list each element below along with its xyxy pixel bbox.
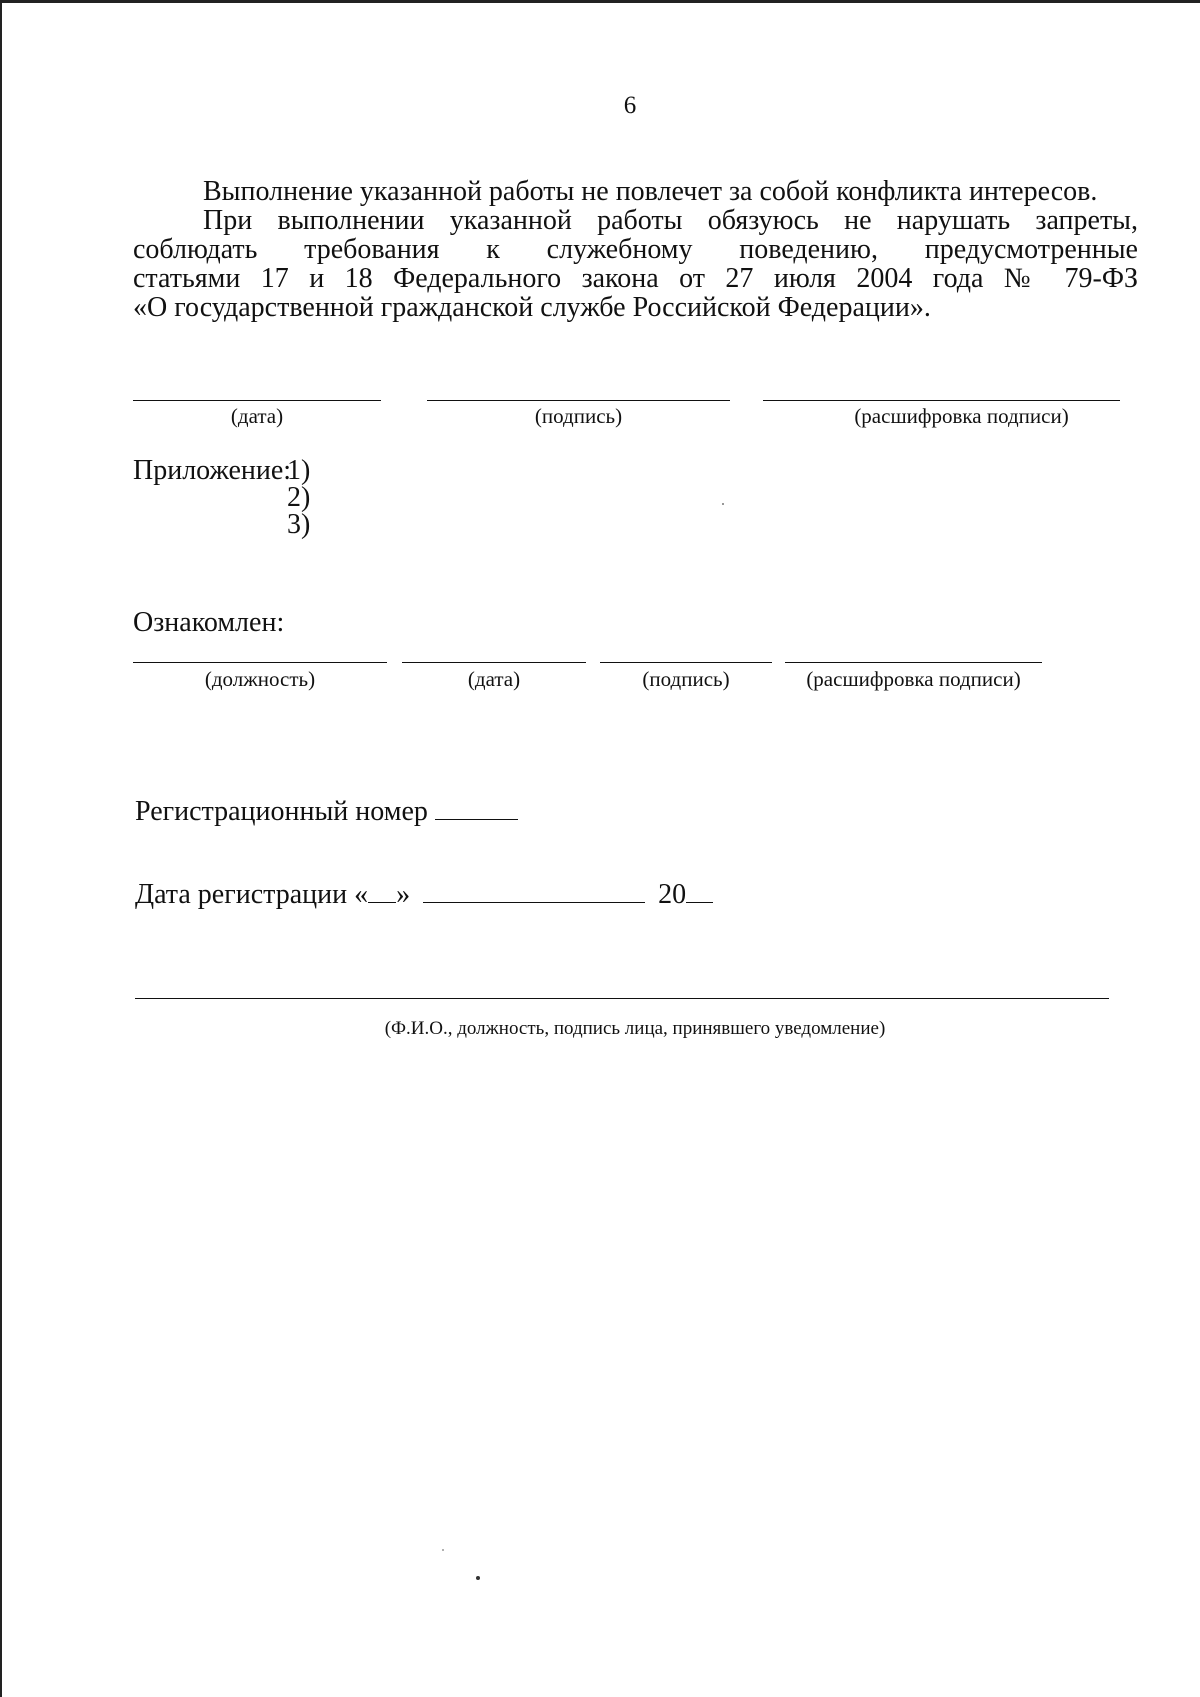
date-caption: (дата) <box>230 404 284 428</box>
acknowledged-position-line[interactable] <box>133 662 387 663</box>
statement-line-2: При выполнении указанной работы обязуюсь не нарушать запреты, <box>203 205 1138 236</box>
registration-number-label: Регистрационный номер <box>135 796 428 827</box>
scan-edge-top <box>0 0 1200 3</box>
signature-decoding-line[interactable] <box>763 400 1120 401</box>
acknowledged-date-line[interactable] <box>402 662 586 663</box>
page-number: 6 <box>623 92 637 119</box>
statement-line-4: статьями 17 и 18 Федерального закона от 27 июля 2004 года № 79-ФЗ <box>133 263 1138 294</box>
acknowledged-signature-line[interactable] <box>600 662 772 663</box>
acknowledged-decoding-caption: (расшифровка подписи) <box>806 667 1021 691</box>
acknowledged-decoding-line[interactable] <box>785 662 1042 663</box>
attachment-item-1: 1) <box>287 455 311 486</box>
attachment-item-2: 2) <box>287 482 311 513</box>
scan-speck <box>722 503 724 505</box>
registration-number-field[interactable] <box>435 797 518 820</box>
receiver-caption: (Ф.И.О., должность, подпись лица, принявшего уведомление) <box>384 1018 886 1039</box>
scan-speck <box>442 1549 444 1551</box>
registration-date-close-quote: » <box>396 879 411 910</box>
attachments-label: Приложение: <box>133 455 292 486</box>
acknowledged-label: Ознакомлен: <box>133 607 285 638</box>
registration-date-label: Дата регистрации « <box>135 879 369 910</box>
statement-line-5: «О государственной гражданской службе Российской Федерации». <box>133 292 931 323</box>
statement-line-3: соблюдать требования к служебному поведению, предусмотренные <box>133 234 1138 265</box>
date-signature-line[interactable] <box>133 400 381 401</box>
registration-year-prefix: 20 <box>658 879 687 910</box>
acknowledged-date-caption: (дата) <box>467 667 521 691</box>
signature-caption: (подпись) <box>534 404 623 428</box>
registration-year-field[interactable] <box>686 880 713 903</box>
scan-edge-left <box>0 0 2 1697</box>
receiver-line[interactable] <box>135 998 1109 999</box>
signature-line[interactable] <box>427 400 730 401</box>
statement-line-1: Выполнение указанной работы не повлечет за собой конфликта интересов. <box>203 176 1098 207</box>
attachment-item-3: 3) <box>287 509 311 540</box>
statement-paragraph <box>133 177 1138 322</box>
registration-date-row <box>135 879 713 911</box>
signature-decoding-caption: (расшифровка подписи) <box>854 404 1069 428</box>
acknowledged-signature-caption: (подпись) <box>642 667 730 691</box>
registration-day-field[interactable] <box>368 880 396 903</box>
scan-speck <box>476 1576 480 1580</box>
registration-number-row <box>135 796 518 828</box>
acknowledged-position-caption: (должность) <box>204 667 316 691</box>
registration-month-field[interactable] <box>423 880 645 903</box>
